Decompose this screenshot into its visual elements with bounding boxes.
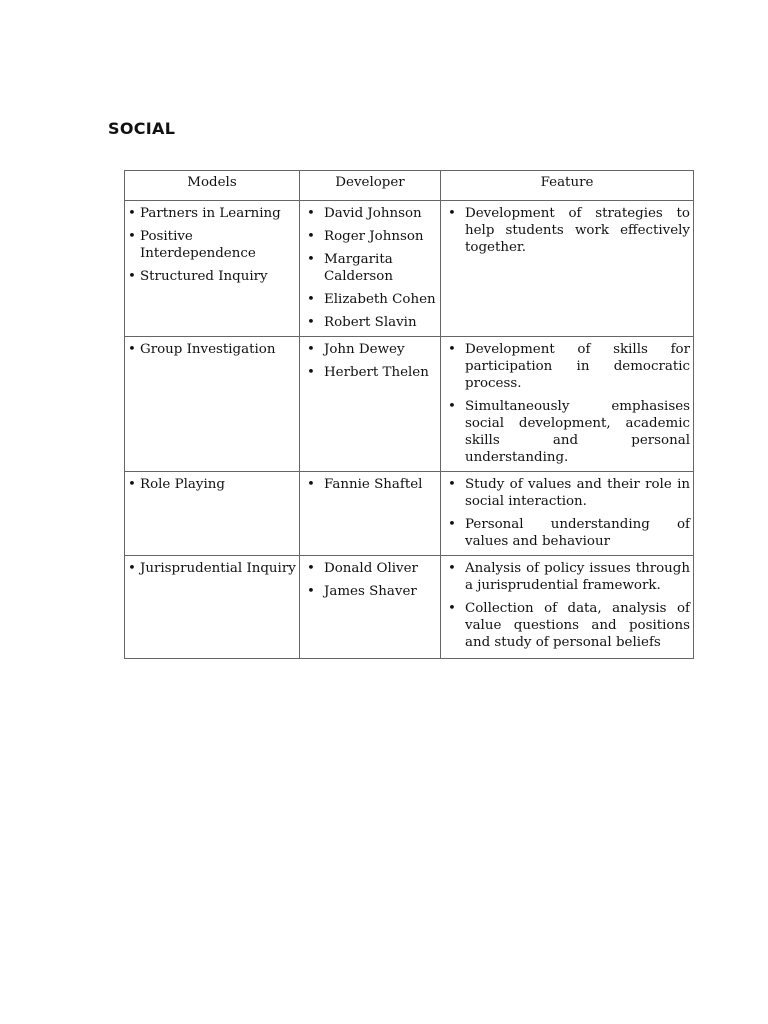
developer-list (303, 205, 437, 331)
list-item: • John Dewey (307, 342, 405, 357)
models-cell (125, 337, 300, 472)
list-item: • Collection of data, analysis of value questions and positions and study of personal beliefs (448, 601, 690, 650)
list-item: • Donald Oliver (307, 561, 418, 576)
list-item: • Analysis of policy issues through a jurisprudential framework. (448, 561, 690, 593)
developer-list (303, 341, 437, 381)
feature-cell (441, 201, 694, 337)
column-header-developer: Developer (300, 171, 441, 201)
feature-list (444, 476, 690, 550)
teaching-models-table (124, 170, 694, 659)
list-item: • Herbert Thelen (307, 365, 429, 380)
developer-cell (300, 472, 441, 556)
list-item: • Study of values and their role in social interaction. (448, 477, 690, 509)
feature-cell (441, 337, 694, 472)
list-item: • James Shaver (307, 584, 417, 599)
list-item: • Fannie Shaftel (307, 477, 423, 492)
models-cell (125, 201, 300, 337)
developer-cell (300, 201, 441, 337)
column-header-models: Models (125, 171, 300, 201)
list-item: • David Johnson (307, 206, 422, 221)
feature-cell (441, 556, 694, 659)
feature-cell (441, 472, 694, 556)
developer-cell (300, 556, 441, 659)
list-item: • Role Playing (128, 477, 225, 492)
feature-list (444, 560, 690, 651)
table-row (125, 556, 694, 659)
models-list (128, 341, 296, 358)
table-header-row (125, 171, 694, 201)
list-item: • Simultaneously emphasises social development, academic skills and personal understanding. (448, 399, 690, 465)
list-item: • Elizabeth Cohen (307, 292, 436, 307)
list-item: • Robert Slavin (307, 315, 417, 330)
feature-list (444, 341, 690, 466)
models-list (128, 476, 296, 493)
list-item: • Roger Johnson (307, 229, 424, 244)
list-item: • Positive Interdependence (128, 229, 256, 261)
column-header-feature: Feature (441, 171, 694, 201)
section-heading: SOCIAL (108, 119, 176, 138)
models-cell (125, 556, 300, 659)
models-cell (125, 472, 300, 556)
developer-list (303, 476, 437, 493)
models-list (128, 205, 296, 285)
developer-list (303, 560, 437, 600)
list-item: • Development of skills for participation in democratic process. (448, 342, 690, 391)
list-item: • Margarita Calderson (307, 252, 393, 284)
list-item: • Personal understanding of values and behaviour (448, 517, 690, 549)
list-item: • Partners in Learning (128, 206, 281, 221)
table-row (125, 201, 694, 337)
list-item: • Structured Inquiry (128, 269, 268, 284)
developer-cell (300, 337, 441, 472)
list-item: • Jurisprudential Inquiry (128, 561, 296, 576)
models-list (128, 560, 296, 577)
table-row (125, 337, 694, 472)
table-row (125, 472, 694, 556)
list-item: • Group Investigation (128, 342, 276, 357)
feature-list (444, 205, 690, 256)
list-item: • Development of strategies to help students work effectively together. (448, 206, 690, 255)
